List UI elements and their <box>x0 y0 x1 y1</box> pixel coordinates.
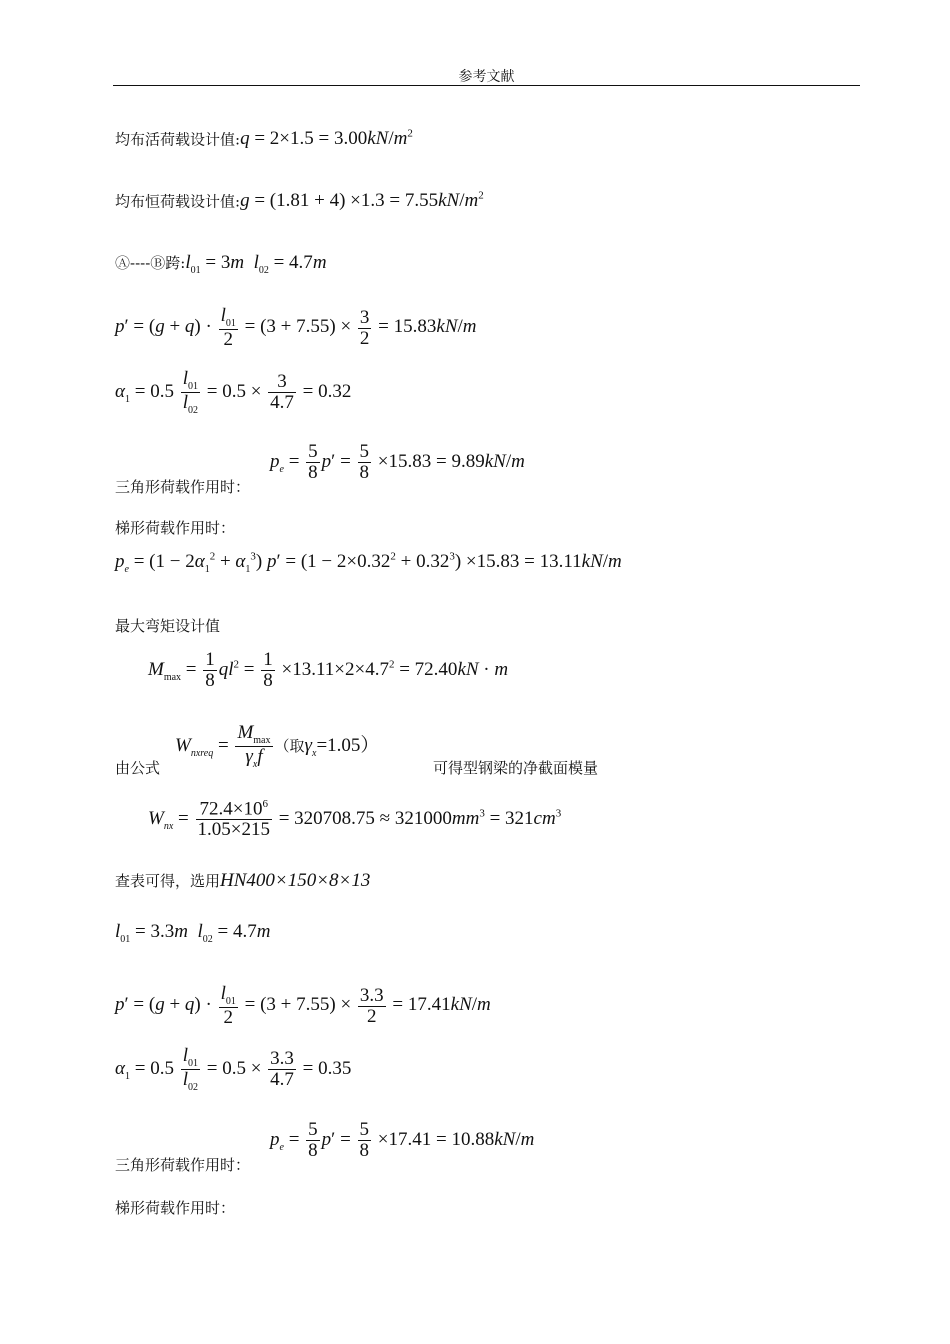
p-prime2-line <box>115 984 491 1028</box>
triangle-label: 三角形荷载作用时： <box>115 478 251 496</box>
max-moment-formula: $M_{max}$ = $\frac{1}{8}$ $ql^2$ = $\frac{1}{8}$ $\times 13.11\times 2\times 4.7^2 = 72.40kN \cdot m$ <box>148 649 509 691</box>
trapezoid-label: 梯形荷载作用时： <box>115 519 236 537</box>
trapezoid-formula: $p_e = (1 - 2\alpha_1^2 + \alpha_1^3) p' = (1 - 2\times 0.32^2 + 0.32^3) \times 15.83 = 13.11kN/m$ <box>115 551 622 576</box>
dead-load-label: 均布恒荷载设计值: <box>115 192 241 211</box>
live-load-line <box>115 128 413 150</box>
live-load-label: 均布活荷载设计值: <box>115 130 241 149</box>
alpha2-line <box>115 1046 351 1094</box>
gamma-symbol: $\gamma_x$ <box>304 735 317 759</box>
gamma-value: =1.05） <box>316 735 380 757</box>
page-header: 参考文献 <box>458 69 515 85</box>
triangle-label-line <box>115 476 250 497</box>
alpha-formula: $\alpha_1 = 0.5$ $\frac{l_{01}}{l_{02}}$ = 0.5 × $\frac{3}{4.7}$ = 0.32 <box>115 368 352 417</box>
trapezoid-label-line <box>115 517 235 538</box>
max-moment-formula-line <box>148 650 508 691</box>
live-load-formula: $q = 2\times 1.5 = 3.00kN/m^2$ <box>240 128 413 150</box>
trapezoid-formula-line <box>115 551 622 575</box>
p-prime2-formula: p′ = (g + q) · $\frac{l_{01}}{2}$ = (3 + 7.55) × $\frac{3.3}{2}$ = 17.41kN/m <box>115 983 491 1029</box>
max-moment-label-line <box>115 615 220 636</box>
p-prime-formula: p′ = (g + q) · $\frac{l_{01}}{2}$ = (3 + 7.55) × $\frac{3}{2}$ = 15.83kN/m <box>115 305 477 351</box>
lookup-label: 查表可得，选用 <box>115 872 221 890</box>
alpha2-formula: $\alpha_1 = 0.5$ $\frac{l_{01}}{l_{02}}$ = 0.5 × $\frac{3.3}{4.7}$ = 0.35 <box>115 1045 352 1094</box>
triangle2-label: 三角形荷载作用时： <box>115 1156 251 1174</box>
span2-formula: $l_{01} = 3.3m$ $l_{02} = 4.7m$ <box>115 921 271 945</box>
formula-label: 由公式 <box>115 759 161 777</box>
span-label: Ⓐ----Ⓑ跨: <box>115 254 186 272</box>
take-gamma-text: （取 <box>274 737 305 756</box>
span-line <box>115 252 327 276</box>
w-req-formula: $W_{nxreq}$ = $\frac{M_{max}}{\gamma_xf}$ <box>175 722 271 771</box>
trapezoid2-label-line <box>115 1197 235 1218</box>
max-moment-label: 最大弯矩设计值 <box>115 617 221 635</box>
p-prime-line <box>115 306 477 350</box>
trapezoid2-label: 梯形荷载作用时： <box>115 1199 236 1217</box>
span-formula: $l_{01} = 3m$ $l_{02} = 4.7m$ <box>185 252 327 276</box>
span2-line <box>115 921 270 945</box>
formula-label-line <box>115 757 160 778</box>
triangle2-formula: $p_e$ = $\frac{5}{8}$ p′ = $\frac{5}{8}$ ×17.41 = 10.88kN/m <box>270 1119 535 1161</box>
w-nx-formula: $W_{nx}$ = $\frac{72.4\times 10^6}{1.05\times 215}$ = $320708.75 \approx 321000mm^3 = 321cm^3$ <box>148 798 562 841</box>
alpha-line <box>115 369 351 417</box>
triangle-formula-line <box>270 442 525 483</box>
triangle2-formula-line <box>270 1120 534 1161</box>
lookup-line <box>115 870 370 892</box>
dead-load-formula: $g = (1.81 + 4) \times 1.3 = 7.55kN/m^2$ <box>240 190 484 212</box>
dead-load-line <box>115 190 484 212</box>
triangle2-label-line <box>115 1154 250 1175</box>
header-rule <box>113 85 860 86</box>
w-nx-formula-line <box>148 799 561 840</box>
triangle-formula: $p_e$ = $\frac{5}{8}$ p′ = $\frac{5}{8}$ ×15.83 = 9.89kN/m <box>270 441 525 483</box>
section-modulus-label-line <box>433 757 598 778</box>
section-choice: HN400×150×8×13 <box>220 870 371 891</box>
w-req-formula-line <box>175 723 379 771</box>
section-modulus-label: 可得型钢梁的净截面模量 <box>433 759 599 777</box>
